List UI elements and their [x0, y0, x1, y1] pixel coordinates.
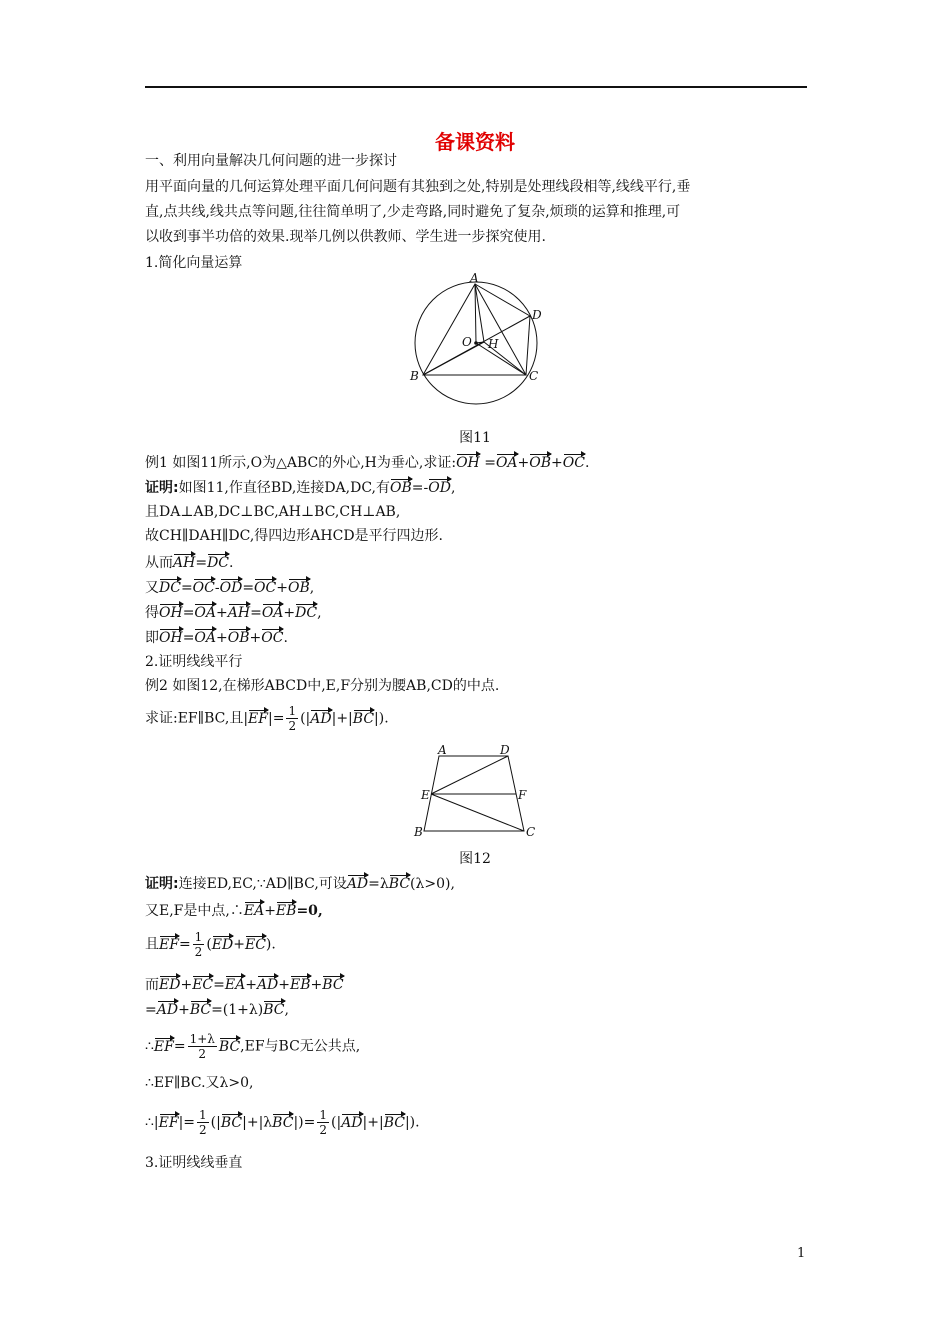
label-B: B	[414, 825, 423, 839]
label-A: A	[470, 272, 479, 285]
label-O: O	[462, 335, 472, 349]
label-B: B	[410, 369, 419, 383]
example-2-line-2: 又E,F是中点,∴EA+EB=0,	[145, 899, 323, 921]
label-A: A	[438, 744, 447, 757]
label-F: F	[518, 788, 527, 802]
intro-line-2: 直,点共线,线共点等问题,往往简单明了,少走弯路,同时避免了复杂,烦琐的运算和推理,可	[145, 204, 681, 220]
example-2-line-6: ∴EF= $\frac{1+\lambda}{2}$ BC,EF与BC无公共点,	[145, 1032, 361, 1061]
figure-12-caption: 图12	[459, 851, 491, 867]
page-number: 1	[797, 1246, 806, 1261]
label-H: H	[488, 337, 499, 351]
subheading-1: 1.简化向量运算	[145, 255, 243, 271]
example-2-line-4: 而ED+EC=EA+AD+EB+BC	[145, 973, 344, 995]
label-E: E	[421, 788, 430, 802]
example-1-statement: 例1 如图11所示,O为△ABC的外心,H为垂心,求证:OH =OA+OB+OC.	[145, 451, 589, 473]
figure-11-caption: 图11	[459, 430, 491, 446]
example-2-statement: 例2 如图12,在梯形ABCD中,E,F分别为腰AB,CD的中点.	[145, 678, 500, 694]
label-D: D	[500, 744, 510, 757]
subheading-3: 3.证明线线垂直	[145, 1155, 243, 1171]
example-1-line-6: 又DC=OC-OD=OC+OB,	[145, 576, 314, 598]
intro-line-1: 用平面向量的几何运算处理平面几何问题有其独到之处,特别是处理线段相等,线线平行,垂	[145, 179, 691, 195]
example-2-line-8: ∴|EF|= $\frac{1}{2}$ (|BC|+|λBC|)= $\frac{1}{2}$ (|AD|+|BC|).	[145, 1108, 420, 1137]
example-1-proof-start: 证明:如图11,作直径BD,连接DA,DC,有OB=-OD,	[145, 476, 455, 498]
intro-line-3: 以收到事半功倍的效果.现举几例以供教师、学生进一步探究使用.	[145, 229, 546, 245]
example-2-claim: 求证:EF∥BC,且|EF|= $\frac{1}{2}$ (|AD|+|BC|).	[145, 704, 389, 733]
example-1-line-3: 且DA⊥AB,DC⊥BC,AH⊥BC,CH⊥AB,	[145, 504, 401, 520]
label-C: C	[526, 825, 536, 839]
triangle-abc	[423, 284, 526, 375]
section-heading: 一、利用向量解决几何问题的进一步探讨	[145, 153, 397, 169]
example-2-line-7: ∴EF∥BC.又λ>0,	[145, 1075, 254, 1091]
header-rule	[145, 86, 807, 88]
example-2-line-5: =AD+BC=(1+λ)BC,	[145, 998, 289, 1020]
example-1-line-8: 即OH=OA+OB+OC.	[145, 626, 288, 648]
example-2-line-3: 且EF= $\frac{1}{2}$ (ED+EC).	[145, 930, 276, 959]
example-1-line-5: 从而AH=DC.	[145, 551, 233, 573]
figure-12-trapezoid	[410, 744, 540, 844]
figure-11-circle-triangle	[402, 272, 552, 412]
label-C: C	[529, 369, 539, 383]
subheading-2: 2.证明线线平行	[145, 654, 243, 670]
example-1-line-7: 得OH=OA+AH=OA+DC,	[145, 601, 322, 623]
label-D: D	[532, 308, 542, 322]
example-1-line-4: 故CH∥DAH∥DC,得四边形AHCD是平行四边形.	[145, 528, 443, 544]
page-title: 备课资料	[435, 130, 515, 154]
example-2-proof-start: 证明:连接ED,EC,∵AD∥BC,可设AD=λBC(λ>0),	[145, 872, 455, 894]
